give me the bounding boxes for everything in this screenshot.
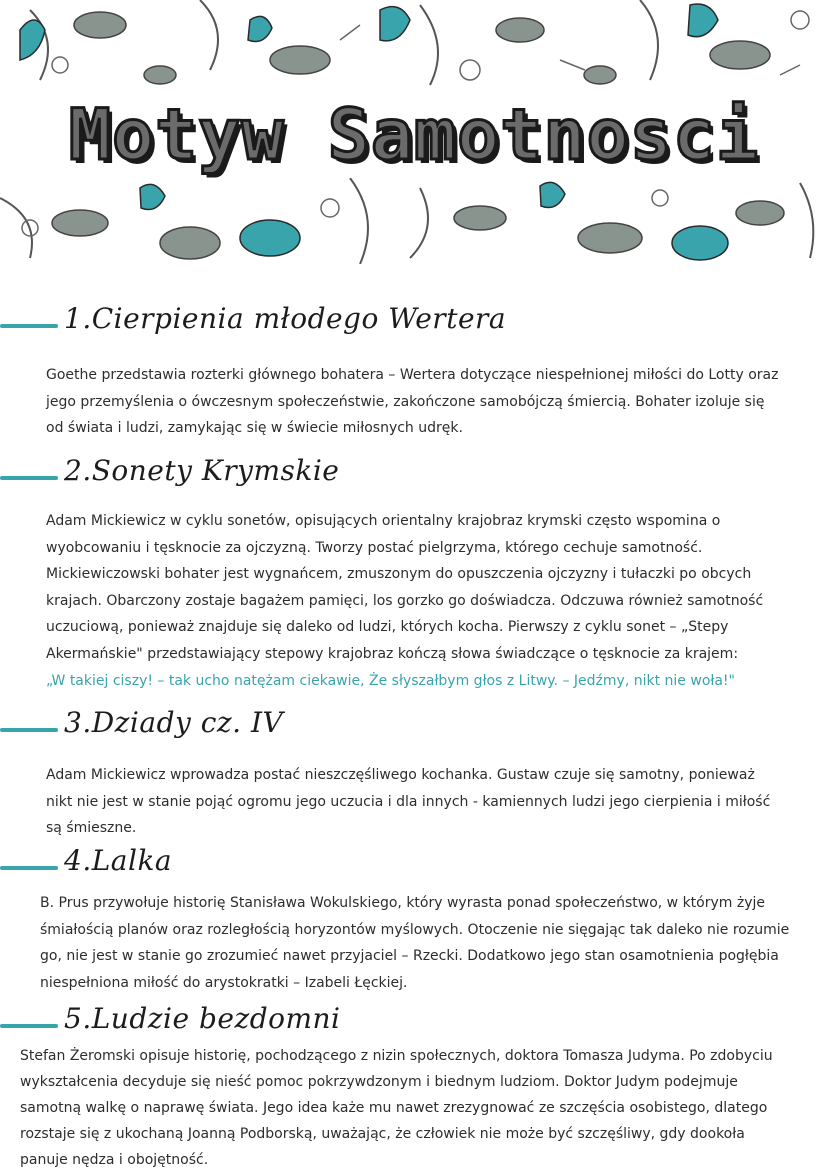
section-1-heading: [0, 302, 760, 346]
heading-accent-bar: [0, 324, 58, 328]
section-2-body: [46, 508, 774, 694]
section-heading-text: 5.Ludzie bezdomni: [64, 1002, 341, 1035]
decorative-pattern-bottom: [0, 178, 828, 264]
page-title: Motyw Samotnosci: [68, 94, 760, 176]
heading-accent-bar: [0, 1024, 58, 1028]
section-2-text: Adam Mickiewicz w cyklu sonetów, opisujących orientalny krajobraz krymski często wspomina o wyobcowaniu i tęsknocie za ojczyzną. Tworzy postać pielgrzyma, którego cechuje samotność. Mickiewiczowski bohater jest wygnańcem, zmuszonym do opuszczenia ojczyzny i tułaczki po obcych krajach. Obarczony zostaje bagażem pamięci, los gorzko go doświadcza. Odczuwa również samotność uczuciową, ponieważ znajduje się daleko od ludzi, których kocha. Pierwszy z cyklu sonet – „Stepy Akermańskie" przedstawiający stepowy krajobraz kończą słowa świadczące o tęsknocie za krajem:: [46, 513, 764, 662]
section-5-text: Stefan Żeromski opisuje historię, pochodzącego z nizin społecznych, doktora Tomasza Judyma. Po zdobyciu wykształcenia decyduje się nieść pomoc pokrzywdzonym i biednym ludziom. Doktor Judym podejmuje samotną walkę o naprawę świata. Jego idea każe mu nawet zrezygnować ze szczęścia osobistego, dlatego rozstaje się z ukochaną Joanną Podborską, uważając, że człowiek nie może być szczęśliwy, gdy dookoła panuje nędza i obojętność.: [20, 1048, 773, 1168]
decorative-pattern-top: [0, 0, 828, 92]
heading-accent-bar: [0, 476, 58, 480]
section-5-heading: [0, 1002, 760, 1046]
heading-accent-bar: [0, 866, 58, 870]
section-heading-text: 4.Lalka: [64, 844, 173, 877]
section-3-heading: [0, 706, 760, 750]
section-heading-text: 1.Cierpienia młodego Wertera: [64, 302, 507, 335]
section-heading-text: 3.Dziady cz. IV: [64, 706, 284, 739]
section-2-heading: [0, 454, 760, 498]
section-3-text: Adam Mickiewicz wprowadza postać nieszczęśliwego kochanka. Gustaw czuje się samotny, ponieważ nikt nie jest w stanie pojąć ogromu jego uczucia i dla innych - kamiennych ludzi jego cierpienia i miłość są śmieszne.: [46, 767, 771, 837]
heading-accent-bar: [0, 728, 58, 732]
section-4-heading: [0, 844, 760, 888]
section-heading-text: 2.Sonety Krymskie: [64, 454, 340, 487]
quote-text: „W takiej ciszy! – tak ucho natężam ciekawie, Że słyszałbym głos z Litwy. – Jedźmy, nikt nie woła!": [46, 672, 735, 689]
section-1-text: Goethe przedstawia rozterki głównego bohatera – Wertera dotyczące niespełnionej miłości do Lotty oraz jego przemyślenia o ówczesnym społeczeństwie, zakończone samobójczą śmiercią. Bohater izoluje się od świata i ludzi, zamykając się w świecie miłosnych udręk.: [46, 367, 779, 437]
section-4-text: B. Prus przywołuje historię Stanisława Wokulskiego, który wyrasta ponad społeczeństwo, w którym żyje śmiałością planów oraz rozległością horyzontów myślowych. Otoczenie nie sięgając tak daleko nie rozumie go, nie jest w stanie go zrozumieć nawet przyjaciel – Rzecki. Dodatkowo jego stan osamotnienia pogłębia niespełniona miłość do arystokratki – Izabeli Łęckiej.: [40, 895, 790, 991]
